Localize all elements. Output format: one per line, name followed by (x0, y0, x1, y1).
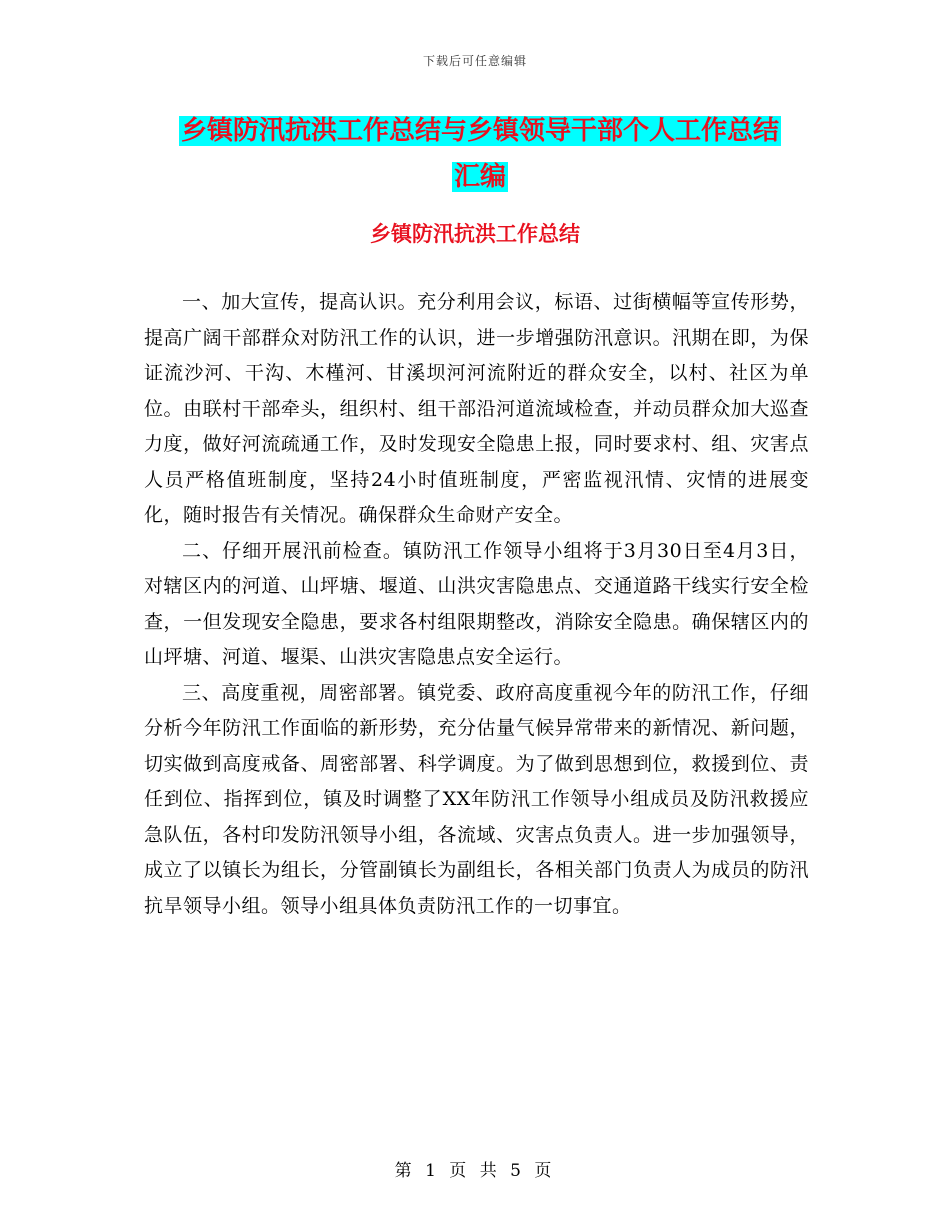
document-title (150, 108, 810, 200)
document-body (144, 285, 809, 924)
paragraph-1: 一、加大宣传，提高认识。充分利用会议，标语、过街横幅等宣传形势，提高广阔干部群众对防汛工作的认识，进一步增强防汛意识。汛期在即，为保证流沙河、干沟、木槿河、甘溪坝河河流附近的群众安全，以村、社区为单位。由联村干部牵头，组织村、组干部沿河道流域检查，并动员群众加大巡查力度，做好河流疏通工作，及时发现安全隐患上报，同时要求村、组、灾害点人员严格值班制度，坚持24小时值班制度，严密监视汛情、灾情的进展变化，随时报告有关情况。确保群众生命财产安全。 (144, 291, 809, 526)
section-title: 乡镇防汛抗洪工作总结 (370, 222, 580, 246)
page-header: 下载后可任意编辑 (422, 54, 527, 68)
paragraph-3: 三、高度重视，周密部署。镇党委、政府高度重视今年的防汛工作，仔细分析今年防汛工作面临的新形势，充分估量气候异常带来的新情况、新问题，切实做到高度戒备、周密部署、科学调度。为了做到思想到位，救援到位、责任到位、指挥到位，镇及时调整了XX年防汛工作领导小组成员及防汛救援应急队伍，各村印发防汛领导小组，各流域、灾害点负责人。进一步加强领导，成立了以镇长为组长，分管副镇长为副组长，各相关部门负责人为成员的防汛抗旱领导小组。领导小组具体负责防汛工作的一切事宜。 (144, 681, 809, 917)
document-title-line-2: 汇编 (453, 162, 506, 192)
document-title-line-1: 乡镇防汛抗洪工作总结与乡镇领导干部个人工作总结 (180, 116, 779, 146)
paragraph-2: 二、仔细开展汛前检查。镇防汛工作领导小组将于3月30日至4月3日，对辖区内的河道、山坪塘、堰道、山洪灾害隐患点、交通道路干线实行安全检查，一但发现安全隐患，要求各村组限期整改，消除安全隐患。确保辖区内的山坪塘、河道、堰渠、山洪灾害隐患点安全运行。 (144, 539, 809, 668)
page-footer: 第 1 页 共 5 页 (394, 1161, 556, 1181)
